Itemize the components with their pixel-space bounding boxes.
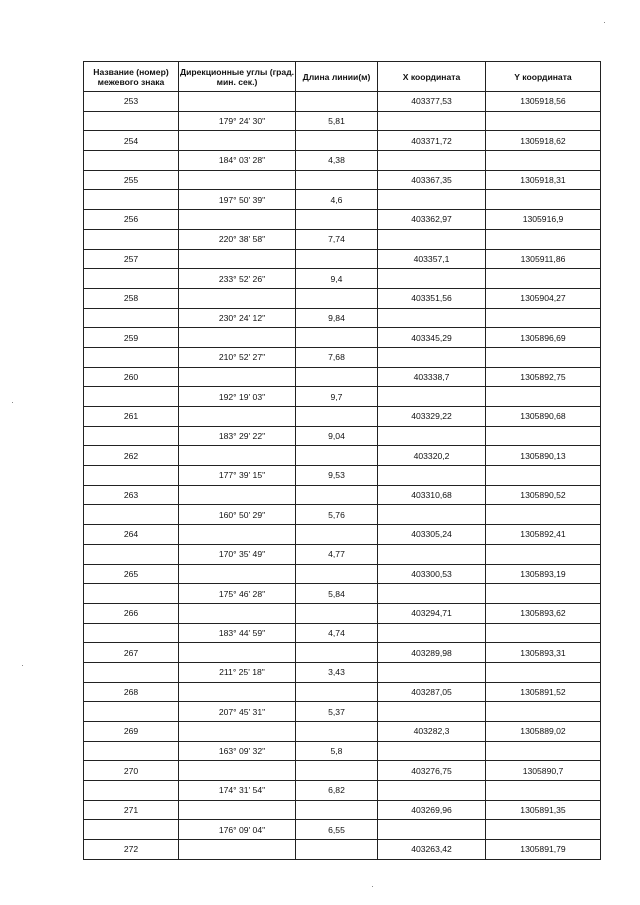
segment-row	[84, 820, 601, 840]
bearing-cell	[179, 603, 296, 623]
mark-name-cell: 258	[84, 288, 179, 308]
y-coordinate-cell: 1305891,52	[486, 682, 601, 702]
header-length: Длина линии(м)	[296, 62, 378, 92]
length-cell	[296, 249, 378, 269]
length-cell	[296, 485, 378, 505]
length-cell: 9,84	[296, 308, 378, 328]
x-coordinate-cell	[378, 151, 486, 171]
y-coordinate-cell	[486, 781, 601, 801]
segment-row	[84, 229, 601, 249]
y-coordinate-cell	[486, 702, 601, 722]
segment-row	[84, 111, 601, 131]
x-coordinate-cell: 403300,53	[378, 564, 486, 584]
x-coordinate-cell: 403367,35	[378, 170, 486, 190]
point-row	[84, 367, 601, 387]
x-coordinate-cell	[378, 505, 486, 525]
mark-name-cell: 260	[84, 367, 179, 387]
y-coordinate-cell: 1305893,19	[486, 564, 601, 584]
y-coordinate-cell	[486, 111, 601, 131]
scan-speck	[12, 402, 13, 403]
length-cell: 9,53	[296, 466, 378, 486]
length-cell	[296, 761, 378, 781]
length-cell: 5,84	[296, 584, 378, 604]
mark-name-cell: 268	[84, 682, 179, 702]
mark-name-cell	[84, 426, 179, 446]
mark-name-cell	[84, 505, 179, 525]
x-coordinate-cell	[378, 308, 486, 328]
bearing-cell: 174° 31' 54"	[179, 781, 296, 801]
mark-name-cell: 259	[84, 328, 179, 348]
bearing-cell	[179, 210, 296, 230]
bearing-cell	[179, 722, 296, 742]
segment-row	[84, 387, 601, 407]
bearing-cell: 179° 24' 30"	[179, 111, 296, 131]
mark-name-cell: 253	[84, 92, 179, 112]
segment-row	[84, 623, 601, 643]
x-coordinate-cell	[378, 347, 486, 367]
y-coordinate-cell: 1305889,02	[486, 722, 601, 742]
scan-speck	[604, 22, 605, 23]
length-cell	[296, 446, 378, 466]
y-coordinate-cell: 1305892,41	[486, 525, 601, 545]
length-cell	[296, 564, 378, 584]
bearing-cell	[179, 92, 296, 112]
mark-name-cell	[84, 308, 179, 328]
mark-name-cell	[84, 623, 179, 643]
length-cell	[296, 407, 378, 427]
x-coordinate-cell	[378, 781, 486, 801]
length-cell	[296, 800, 378, 820]
point-row	[84, 446, 601, 466]
y-coordinate-cell	[486, 623, 601, 643]
length-cell: 5,76	[296, 505, 378, 525]
x-coordinate-cell: 403377,53	[378, 92, 486, 112]
bearing-cell	[179, 800, 296, 820]
length-cell: 4,77	[296, 544, 378, 564]
length-cell	[296, 131, 378, 151]
bearing-cell: 184° 03' 28"	[179, 151, 296, 171]
segment-row	[84, 584, 601, 604]
bearing-cell	[179, 249, 296, 269]
point-row	[84, 525, 601, 545]
mark-name-cell: 257	[84, 249, 179, 269]
y-coordinate-cell	[486, 466, 601, 486]
mark-name-cell: 256	[84, 210, 179, 230]
y-coordinate-cell	[486, 662, 601, 682]
segment-row	[84, 505, 601, 525]
bearing-cell	[179, 564, 296, 584]
x-coordinate-cell: 403282,3	[378, 722, 486, 742]
point-row	[84, 92, 601, 112]
y-coordinate-cell: 1305893,31	[486, 643, 601, 663]
y-coordinate-cell: 1305891,35	[486, 800, 601, 820]
bearing-cell: 177° 39' 15"	[179, 466, 296, 486]
bearing-cell	[179, 170, 296, 190]
length-cell: 5,8	[296, 741, 378, 761]
x-coordinate-cell: 403276,75	[378, 761, 486, 781]
y-coordinate-cell	[486, 347, 601, 367]
bearing-cell: 192° 19' 03"	[179, 387, 296, 407]
length-cell: 9,4	[296, 269, 378, 289]
bearing-cell	[179, 682, 296, 702]
length-cell: 9,7	[296, 387, 378, 407]
length-cell	[296, 367, 378, 387]
bearing-cell: 163° 09' 32"	[179, 741, 296, 761]
y-coordinate-cell: 1305893,62	[486, 603, 601, 623]
y-coordinate-cell: 1305890,68	[486, 407, 601, 427]
x-coordinate-cell: 403289,98	[378, 643, 486, 663]
length-cell: 6,55	[296, 820, 378, 840]
segment-row	[84, 190, 601, 210]
mark-name-cell	[84, 820, 179, 840]
point-row	[84, 328, 601, 348]
y-coordinate-cell	[486, 820, 601, 840]
segment-row	[84, 741, 601, 761]
segment-row	[84, 781, 601, 801]
length-cell	[296, 722, 378, 742]
segment-row	[84, 544, 601, 564]
bearing-cell	[179, 525, 296, 545]
y-coordinate-cell: 1305890,7	[486, 761, 601, 781]
y-coordinate-cell	[486, 151, 601, 171]
segment-row	[84, 702, 601, 722]
y-coordinate-cell: 1305918,56	[486, 92, 601, 112]
mark-name-cell	[84, 741, 179, 761]
bearing-cell	[179, 840, 296, 860]
mark-name-cell	[84, 269, 179, 289]
bearing-cell	[179, 328, 296, 348]
y-coordinate-cell	[486, 741, 601, 761]
mark-name-cell	[84, 584, 179, 604]
mark-name-cell	[84, 190, 179, 210]
point-row	[84, 840, 601, 860]
point-row	[84, 603, 601, 623]
mark-name-cell: 254	[84, 131, 179, 151]
y-coordinate-cell: 1305911,86	[486, 249, 601, 269]
y-coordinate-cell	[486, 229, 601, 249]
bearing-cell	[179, 131, 296, 151]
mark-name-cell: 263	[84, 485, 179, 505]
point-row	[84, 170, 601, 190]
y-coordinate-cell: 1305890,13	[486, 446, 601, 466]
x-coordinate-cell: 403338,7	[378, 367, 486, 387]
length-cell	[296, 288, 378, 308]
length-cell: 5,37	[296, 702, 378, 722]
boundary-marks-sheet	[83, 61, 600, 860]
mark-name-cell	[84, 151, 179, 171]
length-cell	[296, 210, 378, 230]
bearing-cell: 175° 46' 28"	[179, 584, 296, 604]
length-cell	[296, 682, 378, 702]
mark-name-cell: 266	[84, 603, 179, 623]
x-coordinate-cell: 403357,1	[378, 249, 486, 269]
length-cell: 4,6	[296, 190, 378, 210]
x-coordinate-cell: 403345,29	[378, 328, 486, 348]
x-coordinate-cell	[378, 584, 486, 604]
segment-row	[84, 347, 601, 367]
bearing-cell: 211° 25' 18"	[179, 662, 296, 682]
bearing-cell	[179, 643, 296, 663]
length-cell: 3,43	[296, 662, 378, 682]
table-header-row	[84, 62, 601, 92]
mark-name-cell	[84, 111, 179, 131]
y-coordinate-cell: 1305904,27	[486, 288, 601, 308]
x-coordinate-cell: 403320,2	[378, 446, 486, 466]
mark-name-cell: 267	[84, 643, 179, 663]
segment-row	[84, 151, 601, 171]
bearing-cell: 160° 50' 29"	[179, 505, 296, 525]
length-cell	[296, 643, 378, 663]
y-coordinate-cell	[486, 308, 601, 328]
x-coordinate-cell	[378, 623, 486, 643]
segment-row	[84, 308, 601, 328]
x-coordinate-cell	[378, 820, 486, 840]
x-coordinate-cell	[378, 741, 486, 761]
scan-speck	[372, 886, 373, 887]
x-coordinate-cell	[378, 466, 486, 486]
bearing-cell	[179, 367, 296, 387]
bearing-cell	[179, 288, 296, 308]
mark-name-cell	[84, 229, 179, 249]
y-coordinate-cell	[486, 190, 601, 210]
length-cell	[296, 328, 378, 348]
point-row	[84, 722, 601, 742]
mark-name-cell	[84, 387, 179, 407]
bearing-cell: 170° 35' 49"	[179, 544, 296, 564]
y-coordinate-cell: 1305891,79	[486, 840, 601, 860]
mark-name-cell: 272	[84, 840, 179, 860]
point-row	[84, 800, 601, 820]
point-row	[84, 131, 601, 151]
point-row	[84, 485, 601, 505]
y-coordinate-cell: 1305890,52	[486, 485, 601, 505]
bearing-cell	[179, 446, 296, 466]
point-row	[84, 682, 601, 702]
x-coordinate-cell: 403263,42	[378, 840, 486, 860]
y-coordinate-cell	[486, 426, 601, 446]
x-coordinate-cell: 403371,72	[378, 131, 486, 151]
bearing-cell: 207° 45' 31"	[179, 702, 296, 722]
length-cell: 6,82	[296, 781, 378, 801]
mark-name-cell	[84, 466, 179, 486]
mark-name-cell: 269	[84, 722, 179, 742]
y-coordinate-cell: 1305896,69	[486, 328, 601, 348]
mark-name-cell	[84, 347, 179, 367]
segment-row	[84, 662, 601, 682]
x-coordinate-cell: 403287,05	[378, 682, 486, 702]
mark-name-cell: 262	[84, 446, 179, 466]
length-cell	[296, 525, 378, 545]
point-row	[84, 249, 601, 269]
bearing-cell: 220° 38' 58"	[179, 229, 296, 249]
length-cell: 7,74	[296, 229, 378, 249]
point-row	[84, 564, 601, 584]
length-cell	[296, 840, 378, 860]
length-cell: 4,74	[296, 623, 378, 643]
x-coordinate-cell	[378, 387, 486, 407]
table-body	[84, 92, 601, 860]
y-coordinate-cell: 1305918,31	[486, 170, 601, 190]
length-cell	[296, 170, 378, 190]
point-row	[84, 210, 601, 230]
x-coordinate-cell: 403269,96	[378, 800, 486, 820]
y-coordinate-cell: 1305918,62	[486, 131, 601, 151]
mark-name-cell: 255	[84, 170, 179, 190]
bearing-cell	[179, 485, 296, 505]
coordinates-table	[83, 61, 601, 860]
mark-name-cell: 271	[84, 800, 179, 820]
bearing-cell: 230° 24' 12"	[179, 308, 296, 328]
header-x: X координата	[378, 62, 486, 92]
x-coordinate-cell: 403305,24	[378, 525, 486, 545]
segment-row	[84, 466, 601, 486]
bearing-cell	[179, 407, 296, 427]
length-cell: 4,38	[296, 151, 378, 171]
y-coordinate-cell	[486, 584, 601, 604]
mark-name-cell: 261	[84, 407, 179, 427]
segment-row	[84, 269, 601, 289]
length-cell: 5,81	[296, 111, 378, 131]
y-coordinate-cell: 1305892,75	[486, 367, 601, 387]
segment-row	[84, 426, 601, 446]
header-mark-name: Название (номер) межевого знака	[84, 62, 179, 92]
bearing-cell: 183° 44' 59"	[179, 623, 296, 643]
length-cell: 7,68	[296, 347, 378, 367]
y-coordinate-cell	[486, 269, 601, 289]
x-coordinate-cell: 403329,22	[378, 407, 486, 427]
x-coordinate-cell	[378, 229, 486, 249]
point-row	[84, 643, 601, 663]
y-coordinate-cell	[486, 505, 601, 525]
bearing-cell: 197° 50' 39"	[179, 190, 296, 210]
mark-name-cell	[84, 662, 179, 682]
x-coordinate-cell: 403362,97	[378, 210, 486, 230]
mark-name-cell: 270	[84, 761, 179, 781]
x-coordinate-cell	[378, 702, 486, 722]
header-y: Y координата	[486, 62, 601, 92]
y-coordinate-cell	[486, 544, 601, 564]
x-coordinate-cell	[378, 111, 486, 131]
bearing-cell	[179, 761, 296, 781]
bearing-cell: 176° 09' 04"	[179, 820, 296, 840]
bearing-cell: 183° 29' 22"	[179, 426, 296, 446]
x-coordinate-cell	[378, 269, 486, 289]
x-coordinate-cell: 403351,56	[378, 288, 486, 308]
length-cell	[296, 603, 378, 623]
x-coordinate-cell	[378, 190, 486, 210]
mark-name-cell	[84, 781, 179, 801]
y-coordinate-cell: 1305916,9	[486, 210, 601, 230]
mark-name-cell: 265	[84, 564, 179, 584]
x-coordinate-cell: 403310,68	[378, 485, 486, 505]
point-row	[84, 407, 601, 427]
point-row	[84, 288, 601, 308]
mark-name-cell	[84, 544, 179, 564]
y-coordinate-cell	[486, 387, 601, 407]
length-cell	[296, 92, 378, 112]
length-cell: 9,04	[296, 426, 378, 446]
header-bearing: Дирекционные углы (град. мин. сек.)	[179, 62, 296, 92]
scan-speck	[22, 665, 23, 666]
mark-name-cell	[84, 702, 179, 722]
x-coordinate-cell	[378, 544, 486, 564]
bearing-cell: 210° 52' 27"	[179, 347, 296, 367]
mark-name-cell: 264	[84, 525, 179, 545]
x-coordinate-cell: 403294,71	[378, 603, 486, 623]
bearing-cell: 233° 52' 26"	[179, 269, 296, 289]
x-coordinate-cell	[378, 426, 486, 446]
point-row	[84, 761, 601, 781]
x-coordinate-cell	[378, 662, 486, 682]
